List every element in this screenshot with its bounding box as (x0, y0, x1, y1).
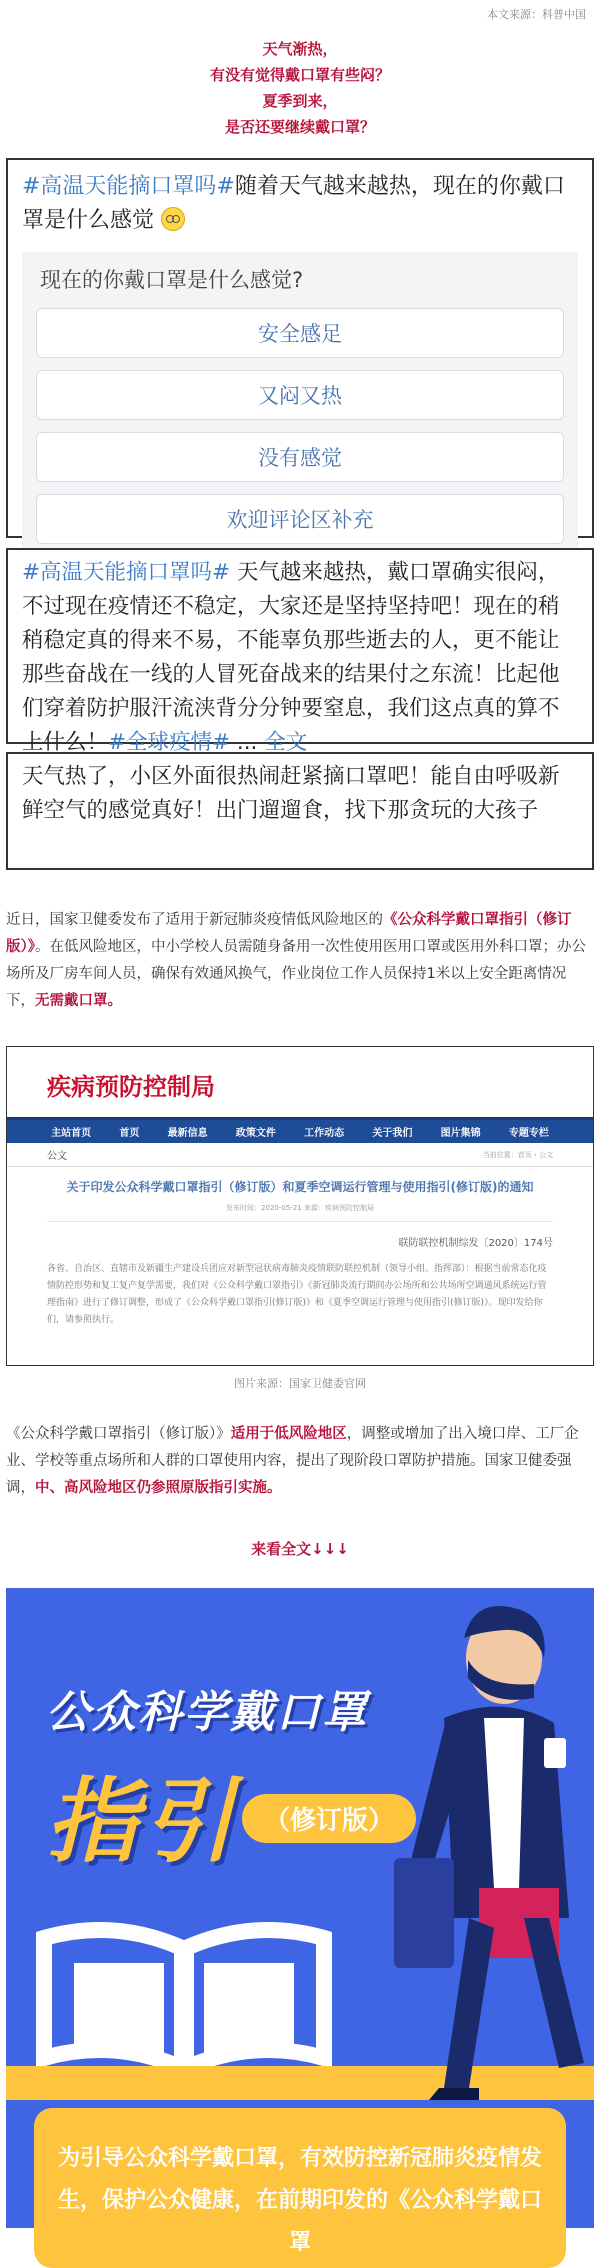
hashtag-link[interactable]: #高温天能摘口罩吗# (22, 560, 231, 585)
read-more-link[interactable]: 全文 (264, 730, 308, 755)
paragraph-2 (0, 1421, 600, 1502)
weibo-post-comment (6, 548, 594, 755)
walking-man-illustration (384, 1588, 584, 2108)
site-nav (7, 1117, 593, 1143)
text-span: ，调整或增加了出入境口岸、工厂企业、学校等重点场所和人群的口罩使用内容，提出了现阶段口罩防护措施。国家卫健委强调， (6, 1426, 579, 1496)
face-with-glasses-icon (161, 207, 185, 231)
intro-lines (0, 26, 600, 140)
site-title: 疾病预防控制局 (47, 1073, 215, 1101)
document-meta: 发布时间：2020-05-21 来源：疾病预防控制局 (47, 1203, 553, 1222)
hashtag-link[interactable]: #高温天能摘口罩吗# (22, 174, 235, 199)
poll-question: 现在的你戴口罩是什么感觉? (40, 268, 304, 292)
weibo-post-poll (6, 158, 594, 538)
section-bar (7, 1143, 593, 1167)
nav-item: 专题专栏 (508, 1128, 549, 1139)
intro-line: 是否还要继续戴口罩？ (224, 118, 375, 136)
poll-option[interactable]: 安全感足 (36, 308, 564, 358)
nav-item: 工作动态 (304, 1128, 345, 1139)
breadcrumb: 当前位置：首页 › 公文 (482, 1150, 553, 1159)
nav-item: 图片集锦 (440, 1128, 481, 1139)
document-number: 联防联控机制综发〔2020〕174号 (398, 1238, 553, 1249)
section-label: 公文 (47, 1151, 67, 1162)
nav-item: 主站首页 (51, 1128, 92, 1139)
nhc-website-screenshot (6, 1046, 594, 1366)
poster-badge: （修订版） (242, 1794, 416, 1843)
text-span: 近日，国家卫健委发布了适用于新冠肺炎疫情低风险地区的 (6, 912, 383, 928)
highlight-span: 中、高风险地区仍参照原版指引实施。 (35, 1480, 282, 1496)
highlight-span: 适用于低风险地区 (230, 1426, 347, 1442)
intro-line: 有没有觉得戴口罩有些闷？ (209, 66, 390, 84)
post-text (22, 170, 578, 238)
full-text-cue: 来看全文↓↓↓ (251, 1540, 349, 1558)
poster-headline: 指引 (46, 1768, 239, 1875)
post-body: 天气热了，小区外面很热闹赶紧摘口罩吧！能自由呼吸新鲜空气的感觉真好！出门遛遛食，找下那贪玩的大孩子 (22, 764, 560, 823)
weibo-post-short (6, 752, 594, 870)
guideline-poster (6, 1588, 594, 2255)
document-body: 各省、自治区、直辖市及新疆生产建设兵团应对新型冠状病毒肺炎疫情联防联控机制（领导小组、指挥部）：根据当前常态化疫情防控形势和复工复产复学需要，我们对《公众科学戴口罩指引》《新冠肺炎流行期间办公场所和公共场所空调通风系统运行管理指南》进行了修订调整，形成了《公众科学戴口罩指引(修订版)》和《夏季空调运行管理与使用指引(修订版)》。现印发给你们，请参照执行。 (47, 1264, 547, 1325)
highlight-span: 《公众科学戴口罩指引（修订版）》 (6, 912, 572, 955)
poll-option[interactable]: 又闷又热 (36, 370, 564, 420)
paragraph-1 (0, 907, 600, 1015)
text-span: 《公众科学戴口罩指引（修订版）》 (6, 1426, 231, 1442)
intro-line: 天气渐热， (262, 40, 338, 58)
document-title: 关于印发公众科学戴口罩指引（修订版）和夏季空调运行管理与使用指引(修订版)的通知 (66, 1180, 534, 1194)
post-body: 随着天气越来越热，现在的你戴口罩是什么感觉 (22, 174, 565, 233)
poll-card (22, 252, 578, 549)
document (47, 1177, 553, 1329)
image-caption: 图片来源：国家卫健委官网 (234, 1377, 366, 1390)
intro-line: 夏季到来， (262, 92, 338, 110)
text-span: 。在低风险地区，中小学校人员需随身备用一次性使用医用口罩或医用外科口罩；办公场所及厂房车间人员，确保有效通风换气，作业岗位工作人员保持1米以上安全距离情况下， (6, 939, 586, 1009)
nav-item: 关于我们 (372, 1128, 413, 1139)
poll-option[interactable]: 欢迎评论区补充 (36, 494, 564, 544)
highlight-span: 无需戴口罩。 (35, 993, 122, 1009)
poll-option[interactable]: 没有感觉 (36, 432, 564, 482)
poster-title: 公众科学戴口罩 (46, 1687, 368, 1738)
post-body: 天气越来越热，戴口罩确实很闷，不过现在疫情还不稳定，大家还是坚持坚持吧！现在的稍稍稳定真的得来不易，不能辜负那些逝去的人，更不能让那些奋战在一线的人冒死奋战来的结果付之东流！比起他们穿着防护服汗流浃背分分钟要窒息，我们这点真的算不上什么！ (22, 560, 560, 755)
hashtag-link[interactable]: #全球疫情# (108, 730, 231, 755)
poster-text-box (34, 2108, 566, 2268)
nav-item: 最新信息 (167, 1128, 208, 1139)
poster-box-text: 为引导公众科学戴口罩，有效防控新冠肺炎疫情发生，保护公众健康，在前期印发的《公众科学戴口罩 (58, 2146, 543, 2255)
open-book-icon (34, 1918, 334, 2068)
nav-item: 首页 (119, 1128, 140, 1139)
ellipsis: ... (230, 730, 265, 755)
source-note: 本文来源：科普中国 (487, 8, 586, 21)
nav-item: 政策文件 (235, 1128, 276, 1139)
